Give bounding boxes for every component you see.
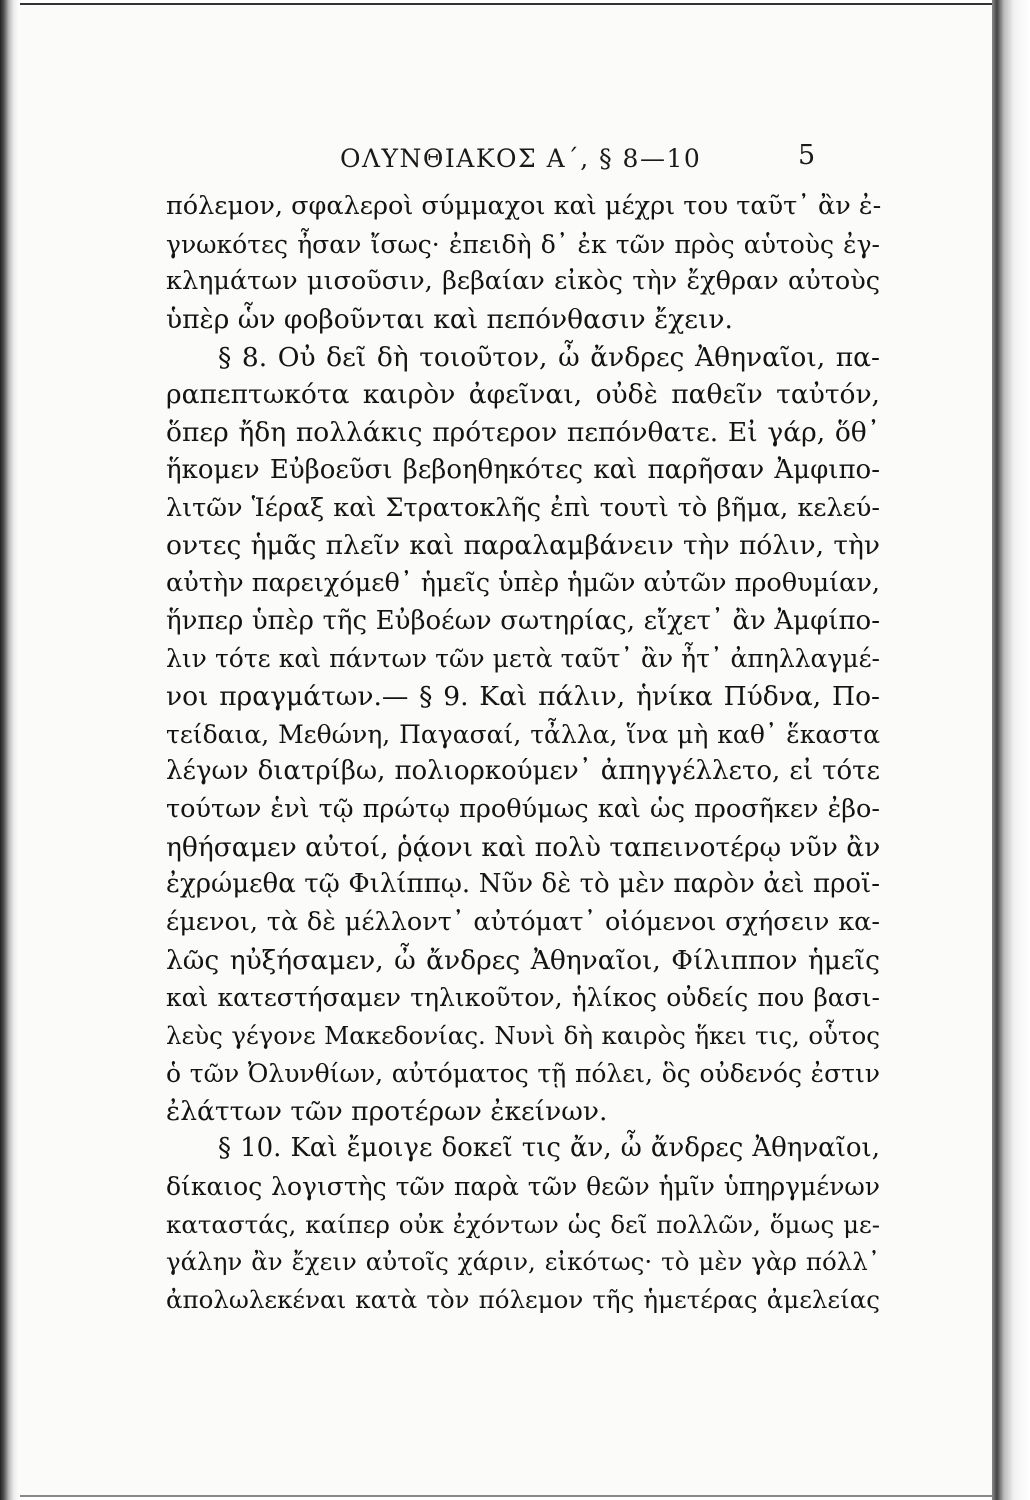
body-text — [166, 188, 880, 1319]
text-line: γάλην ἂν ἔχειν αὐτοῖς χάριν, εἰκότως· τὸ μὲν γὰρ πόλλ᾽ — [166, 1247, 880, 1277]
text-line: ἐχρώμεθα τῷ Φιλίππῳ. Νῦν δὲ τὸ μὲν παρὸν ἀεὶ προϊ- — [166, 869, 880, 900]
text-line: ὁ τῶν Ὀλυνθίων, αὐτόματος τῇ πόλει, ὃς οὐδενός ἐστιν — [166, 1058, 880, 1088]
text-line: τείδαια, Μεθώνη, Παγασαί, τἆλλα, ἵνα μὴ καθ᾽ ἕκαστα — [166, 719, 880, 749]
text-line: λιτῶν Ἱέραξ καὶ Στρατοκλῆς ἐπὶ τουτὶ τὸ βῆμα, κελεύ- — [166, 492, 880, 523]
page-header — [20, 140, 992, 180]
paragraph-start-line: § 8. Οὐ δεῖ δὴ τοιοῦτον, ὦ ἄνδρες Ἀθηναῖοι, πα- — [218, 341, 880, 373]
text-line: δίκαιος λογιστὴς τῶν παρὰ τῶν θεῶν ἡμῖν ὑπηργμένων — [166, 1171, 880, 1201]
text-line: καὶ κατεστήσαμεν τηλικοῦτον, ἡλίκος οὐδείς που βασι- — [166, 983, 880, 1013]
text-line: πόλεμον, σφαλεροὶ σύμμαχοι καὶ μέχρι του ταῦτ᾽ ἂν ἐ- — [166, 191, 882, 221]
text-line: ὑπὲρ ὧν φοβοῦνται καὶ πεπόνθασιν ἔχειν. — [166, 304, 733, 336]
text-line: ἐλάττων τῶν προτέρων ἐκείνων. — [166, 1095, 608, 1127]
text-line: λῶς ηὐξήσαμεν, ὦ ἄνδρες Ἀθηναῖοι, Φίλιππον ἡμεῖς — [166, 944, 880, 976]
text-line: κλημάτων μισοῦσιν, βεβαίαν εἰκὸς τὴν ἔχθραν αὐτοὺς — [166, 266, 880, 297]
text-line: λιν τότε καὶ πάντων τῶν μετὰ ταῦτ᾽ ἂν ἦτ᾽ ἀπηλλαγμέ- — [166, 644, 880, 674]
running-head: ΟΛΥΝΘΙΑΚΟΣ Α΄, § 8—10 — [340, 144, 702, 173]
text-line: έμενοι, τὰ δὲ μέλλοντ᾽ αὐτόματ᾽ οἰόμενοι σχήσειν κα- — [166, 907, 880, 938]
right-page-edge — [992, 0, 1030, 1500]
paragraph-start-line: § 10. Καὶ ἔμοιγε δοκεῖ τις ἄν, ὦ ἄνδρες Ἀθηναῖοι, — [218, 1133, 880, 1164]
text-line: καταστάς, καίπερ οὐκ ἐχόντων ὡς δεῖ πολλῶν, ὅμως με- — [166, 1209, 880, 1239]
page-number: 5 — [798, 140, 816, 171]
text-line: αὐτὴν παρειχόμεθ᾽ ἡμεῖς ὑπὲρ ἡμῶν αὐτῶν προθυμίαν, — [166, 567, 881, 598]
text-line: ὅπερ ἤδη πολλάκις πρότερον πεπόνθατε. Εἰ γάρ, ὅθ᾽ — [166, 417, 880, 449]
text-line: λεὺς γέγονε Μακεδονίας. Νυνὶ δὴ καιρὸς ἥκει τις, οὗτος — [166, 1021, 880, 1051]
text-line: τούτων ἑνὶ τῷ πρώτῳ προθύμως καὶ ὡς προσῆκεν ἐβο- — [166, 794, 880, 824]
text-line: γνωκότες ἦσαν ἴσως· ἐπειδὴ δ᾽ ἐκ τῶν πρὸς αὑτοὺς ἐγ- — [166, 229, 880, 259]
text-line: ἥνπερ ὑπὲρ τῆς Εὐβοέων σωτηρίας, εἴχετ᾽ ἂν Ἀμφίπο- — [166, 605, 880, 636]
text-line: ηθήσαμεν αὐτοί, ῥᾴονι καὶ πολὺ ταπεινοτέρῳ νῦν ἂν — [166, 831, 881, 863]
text-line: ἥκομεν Εὐβοεῦσι βεβοηθηκότες καὶ παρῆσαν Ἀμφιπο- — [166, 454, 880, 485]
left-binding-shadow — [0, 0, 20, 1500]
text-line: λέγων διατρίβω, πολιορκούμεν᾽ ἀπηγγέλλετο, εἰ τότε — [166, 756, 880, 787]
text-line: ραπεπτωκότα καιρὸν ἀφεῖναι, οὐδὲ παθεῖν ταὐτόν, — [166, 379, 880, 411]
text-line: ἀπολωλεκέναι κατὰ τὸν πόλεμον τῆς ἡμετέρας ἀμελείας — [166, 1284, 880, 1314]
book-page — [20, 3, 992, 1497]
text-line: οντες ἡμᾶς πλεῖν καὶ παραλαμβάνειν τὴν πόλιν, τὴν — [166, 530, 880, 562]
text-line: νοι πραγμάτων.— § 9. Καὶ πάλιν, ἡνίκα Πύδνα, Πο- — [166, 680, 880, 712]
